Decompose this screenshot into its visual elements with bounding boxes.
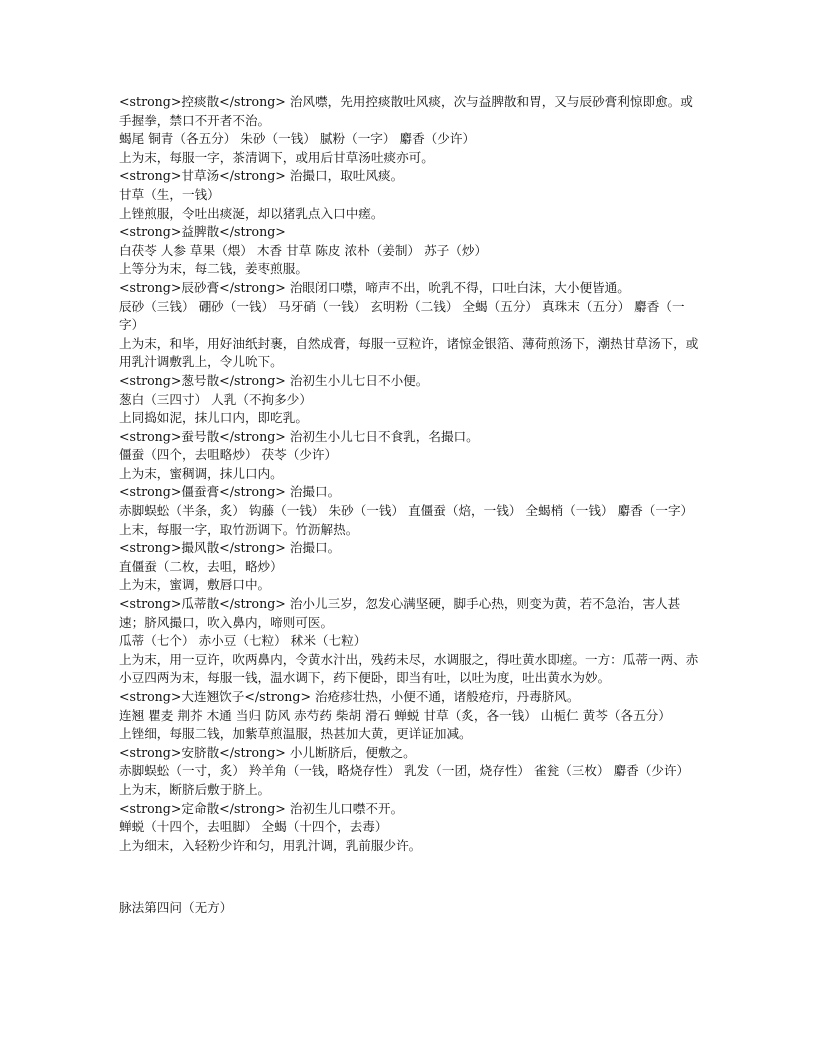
text-line: 赤脚蜈蚣（半条，炙） 钩藤（一钱） 朱砂（一钱） 直僵蚕（焙，一钱） 全蝎梢（一钱） 麝香（一字） xyxy=(119,503,694,519)
text-line: 上锉煎服，令吐出痰涎，却以猪乳点入口中瘥。 xyxy=(119,205,384,221)
text-line: 白茯苓 人参 草果（煨） 木香 甘草 陈皮 浓朴（姜制） 苏子（炒） xyxy=(119,242,488,258)
text-line: 上锉细，每服二钱，加紫草煎温服，热甚加大黄，更详证加减。 xyxy=(119,726,472,742)
text-line: <strong>瓜蒂散</strong> 治小儿三岁，忽发心满坚硬，脚手心热，则变为黄，若不急治，害人甚速；脐风撮口，吹入鼻内，啼则可医。 xyxy=(119,596,681,630)
text-line: <strong>益脾散</strong> xyxy=(119,224,286,240)
document-body xyxy=(119,93,699,918)
text-line: 蝎尾 铜青（各五分） 朱砂（一钱） 腻粉（一字） 麝香（少许） xyxy=(119,131,476,147)
text-line: 上为末，断脐后敷于脐上。 xyxy=(119,781,271,797)
text-line: 赤脚蜈蚣（一寸，炙） 羚羊角（一钱，略烧存性） 乳发（一团，烧存性） 雀瓮（三枚） 麝香（少许） xyxy=(119,763,690,779)
text-line: <strong>甘草汤</strong> 治撮口，取吐风痰。 xyxy=(119,168,404,184)
text-line: 上为末，蜜稠调，抹儿口内。 xyxy=(119,465,283,481)
text-line: <strong>蚕号散</strong> 治初生小儿七日不食乳，名撮口。 xyxy=(119,428,479,444)
text-line: <strong>辰砂膏</strong> 治眼闭口噤，啼声不出，吮乳不得，口吐白沫，大小便皆通。 xyxy=(119,279,630,295)
text-line: 辰砂（三钱） 硼砂（一钱） 马牙硝（一钱） 玄明粉（二钱） 全蝎（五分） 真珠末（五分） 麝香（一字） xyxy=(119,298,685,333)
text-line: 上为末，和毕，用好油纸封裹，自然成膏，每服一豆粒许，诸惊金银箔、薄荷煎汤下，潮热甘草汤下，或用乳汁调敷乳上，令儿吮下。 xyxy=(119,335,699,370)
text-line: 瓜蒂（七个） 赤小豆（七粒） 秫米（七粒） xyxy=(119,633,367,649)
blank-line xyxy=(119,868,699,887)
text-line: 蝉蜕（十四个，去咀脚） 全蝎（十四个，去毒） xyxy=(119,819,388,835)
text-line: <strong>撮风散</strong> 治撮口。 xyxy=(119,540,341,556)
text-line: <strong>大连翘饮子</strong> 治疮疹壮热，小便不通，诸般疮疖，丹毒脐风。 xyxy=(119,689,580,704)
text-line: 葱白（三四寸） 人乳（不拘多少） xyxy=(119,391,312,407)
text-line: 脉法第四问（无方） xyxy=(119,900,233,916)
text-line: 上末，每服一字，取竹沥调下。竹沥解热。 xyxy=(119,521,359,537)
text-line: <strong>安脐散</strong> 小儿断脐后，便敷之。 xyxy=(119,744,416,760)
text-line: 上等分为末，每二钱，姜枣煎服。 xyxy=(119,261,308,277)
text-line: <strong>僵蚕膏</strong> 治撮口。 xyxy=(119,484,341,500)
text-line: 上同捣如泥，抹儿口内，即吃乳。 xyxy=(119,410,308,426)
text-line: 直僵蚕（二枚，去咀，略炒） xyxy=(119,558,283,574)
text-line: 连翘 瞿麦 荆芥 木通 当归 防风 赤芍药 柴胡 滑石 蝉蜕 甘草（炙，各一钱） 山栀仁 黄芩（各五分） xyxy=(119,707,671,723)
text-line: 上为末，蜜调，敷唇口中。 xyxy=(119,577,271,593)
text-line: <strong>葱号散</strong> 治初生小儿七日不小便。 xyxy=(119,372,429,388)
text-line: 僵蚕（四个，去咀略炒） 茯苓（少许） xyxy=(119,447,338,463)
text-line: 甘草（生，一钱） xyxy=(119,186,220,202)
text-line: 上为细末，入轻粉少许和匀，用乳汁调，乳前服少许。 xyxy=(119,837,422,853)
text-line: <strong>定命散</strong> 治初生儿口噤不开。 xyxy=(119,800,404,816)
text-line: 上为末，用一豆许，吹两鼻内，令黄水汁出，残药未尽，水调服之，得吐黄水即瘥。一方：瓜蒂一两、赤小豆四两为末，每服一钱，温水调下，药下便卧，即当有吐，以吐为度，吐出黄水为妙。 xyxy=(119,651,699,686)
text-line: 上为末，每服一字，茶清调下，或用后甘草汤吐痰亦可。 xyxy=(119,149,434,165)
text-line: <strong>控痰散</strong> 治风噤，先用控痰散吐风痰，次与益脾散和胃，又与辰砂膏利惊即愈。或手握拳，禁口不开者不治。 xyxy=(119,94,693,128)
